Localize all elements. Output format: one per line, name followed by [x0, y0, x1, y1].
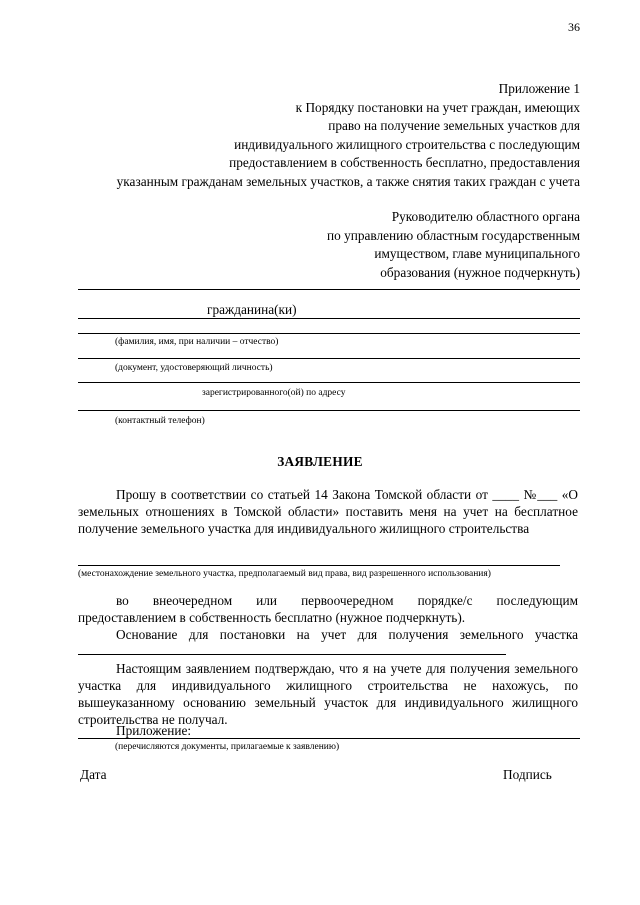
- attachment-caption: (перечисляются документы, прилагаемые к заявлению): [115, 742, 340, 752]
- phone-caption: (контактный телефон): [115, 416, 205, 426]
- addressee-fill-line: [78, 289, 580, 290]
- citizen-fill-line: [78, 318, 580, 319]
- appendix-line: Приложение 1: [498, 81, 580, 96]
- order-paragraph: [78, 592, 578, 626]
- addressee-line: имуществом, главе муниципального: [374, 246, 580, 261]
- document-fill-line-2: [78, 382, 580, 383]
- date-label: Дата: [80, 767, 107, 782]
- addressee-line: по управлению областным государственным: [326, 227, 580, 243]
- phone-fill-line: [78, 410, 580, 411]
- addressee-block: [280, 208, 580, 282]
- name-caption: (фамилия, имя, при наличии – отчество): [115, 337, 279, 347]
- appendix-line: указанным гражданам земельных участков, а также снятия таких граждан с учета: [116, 173, 580, 189]
- document-caption: (документ, удостоверяющий личность): [115, 363, 273, 373]
- citizen-label: гражданина(ки): [207, 302, 297, 317]
- document-fill-line: [78, 358, 580, 359]
- request-paragraph: [78, 486, 578, 537]
- location-fill-line: [78, 565, 560, 566]
- attachment-label: Приложение:: [116, 723, 192, 738]
- name-fill-line: [78, 333, 580, 334]
- appendix-line: индивидуального жилищного строительства с последующим: [234, 136, 580, 152]
- appendix-header: [60, 80, 580, 191]
- order-line: во внеочередном или первоочередном порядке/с последующим: [116, 593, 578, 608]
- request-text: Прошу в соответствии со статьей 14 Закона Томской области от ____ №___ «О земельных отношениях в Томской области» поставить меня на учет на бесплатное получение земельного участка для индивидуального жилищного строительства: [78, 487, 578, 536]
- address-caption: зарегистрированного(ой) по адресу: [202, 388, 346, 398]
- appendix-line: предоставлением в собственность бесплатно, предоставления: [229, 155, 580, 170]
- confirmation-text: Настоящим заявлением подтверждаю, что я на учете для получения земельного участка для индивидуального жилищного строительства не нахожусь, по вышеуказанному основанию земельный участок для индивидуального жилищного строительства не получал.: [78, 661, 578, 727]
- addressee-line: Руководителю областного органа: [391, 209, 580, 224]
- attachment-fill-line: [78, 738, 580, 739]
- location-caption: (местонахождение земельного участка, предполагаемый вид права, вид разрешенного использования): [78, 569, 491, 579]
- appendix-line: право на получение земельных участков для: [328, 118, 580, 133]
- basis-fill-line: [78, 654, 506, 655]
- basis-text: Основание для постановки на учет для получения земельного участка: [116, 627, 578, 642]
- addressee-line: образования (нужное подчеркнуть): [380, 264, 580, 280]
- confirmation-paragraph: [78, 660, 578, 728]
- page-number: 36: [568, 20, 580, 34]
- appendix-line: к Порядку постановки на учет граждан, имеющих: [295, 99, 580, 115]
- document-title: ЗАЯВЛЕНИЕ: [277, 454, 363, 469]
- order-line: предоставлением в собственность бесплатно (нужное подчеркнуть).: [78, 610, 466, 625]
- signature-label: Подпись: [503, 767, 552, 782]
- basis-paragraph: [78, 626, 578, 643]
